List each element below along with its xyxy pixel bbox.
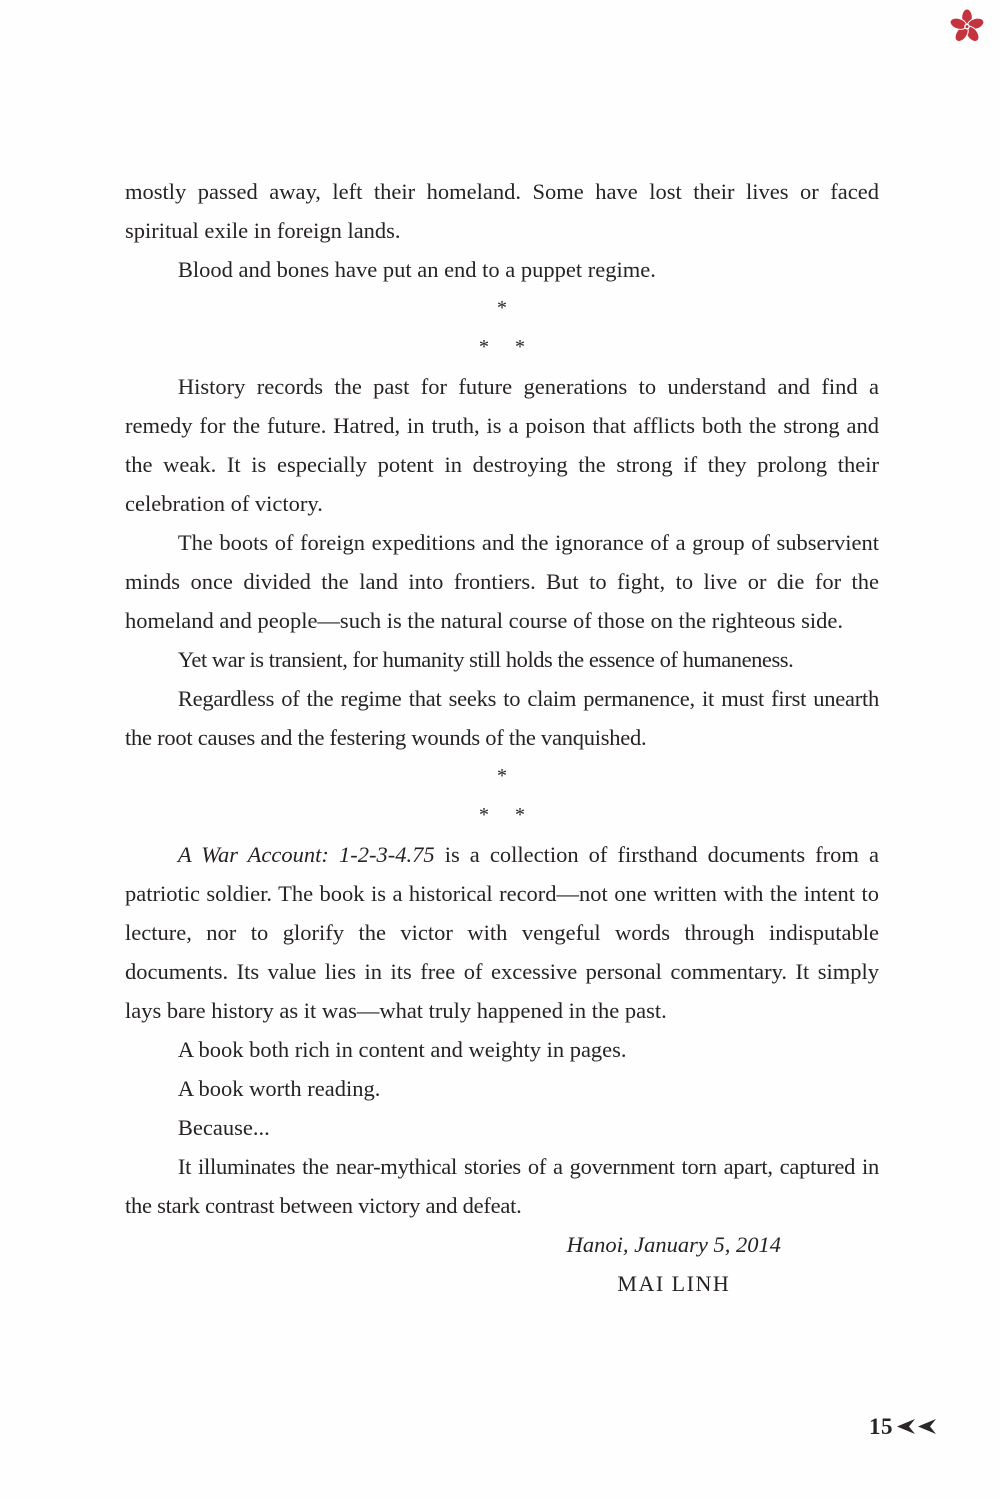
star-glyph: * [479,336,489,358]
paragraph-rich-in-content: A book both rich in content and weighty in pages. [177,1037,627,1062]
star-glyph: * [515,804,525,826]
star-glyph: * [497,297,507,319]
flower-ornament-icon [949,8,985,44]
paragraph-blood-and-bones: Blood and bones have put an end to a puppet regime. [177,257,656,282]
page-footer [869,1412,938,1442]
paragraph-because: Because... [177,1115,270,1140]
paragraph-yet-war: Yet war is transient, for humanity still holds the essence of humaneness. [177,647,794,672]
paragraph-regardless: Regardless of the regime that seeks to claim permanence, it must first unearth the root causes and the festering wounds of the vanquished. [125,686,879,750]
signature-date: Hanoi, January 5, 2014 [566,1232,781,1257]
paragraph-boots: The boots of foreign expeditions and the ignorance of a group of subservient minds once divided the land into frontiers. But to fight, to live or die for the homeland and people—such is the natural course of those on the righteous side. [125,530,879,633]
book-description-text: is a collection of firsthand documents from a patriotic soldier. The book is a historical record—not one written with the intent to lecture, nor to glorify the victor with vengeful words through indisputable documents. Its value lies in its free of excessive personal commentary. It simply lays bare history as it was—what truly happened in the past. [125,842,879,1023]
signature-block [567,1225,781,1303]
paragraph-illuminates: It illuminates the near-mythical stories of a government torn apart, captured in the stark contrast between victory and defeat. [125,1154,879,1218]
book-title: A War Account: 1-2-3-4.75 [177,842,435,867]
paragraph-book-description [125,835,879,1030]
paragraph-history: History records the past for future generations to understand and find a remedy for the future. Hatred, in truth, is a poison that afflicts both the strong and the weak. It is especially potent in destroying the strong if they prolong their celebration of victory. [125,374,879,516]
double-left-arrow-icon [896,1418,938,1440]
star-glyph: * [497,765,507,787]
star-glyph: * [479,804,489,826]
star-glyph: * [515,336,525,358]
signature-name: MAI LINH [617,1271,731,1296]
star-separator [125,289,879,367]
star-separator [125,757,879,835]
paragraph-continuation: mostly passed away, left their homeland. Some have lost their lives or faced spiritual exile in foreign lands. [125,179,879,243]
paragraph-worth-reading: A book worth reading. [177,1076,381,1101]
page-number: 15 [869,1414,893,1439]
page-text [125,172,879,1303]
